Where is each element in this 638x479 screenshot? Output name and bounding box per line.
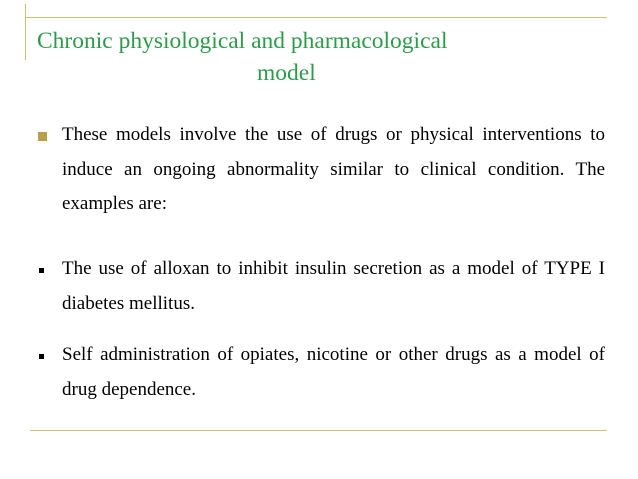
- bullet-item-alloxan: The use of alloxan to inhibit insulin secretion as a model of TYPE I diabetes mellitus.: [62, 258, 605, 314]
- slide-title-line-2: model: [257, 60, 316, 86]
- bullet-item-self-administration: Self administration of opiates, nicotine or other drugs as a model of drug dependence.: [62, 344, 605, 400]
- slide-title-line-1: Chronic physiological and pharmacological: [37, 28, 448, 54]
- bullet-item-intro: These models involve the use of drugs or physical interventions to induce an ongoing abnormality similar to clinical condition. The examples are:: [62, 124, 605, 214]
- small-square-bullet-icon: [39, 354, 44, 359]
- square-bullet-icon: [38, 132, 47, 141]
- small-square-bullet-icon: [39, 268, 44, 273]
- top-rule: [25, 17, 607, 18]
- bottom-rule: [30, 430, 607, 431]
- left-rule: [25, 4, 26, 60]
- slide-title: [37, 25, 557, 89]
